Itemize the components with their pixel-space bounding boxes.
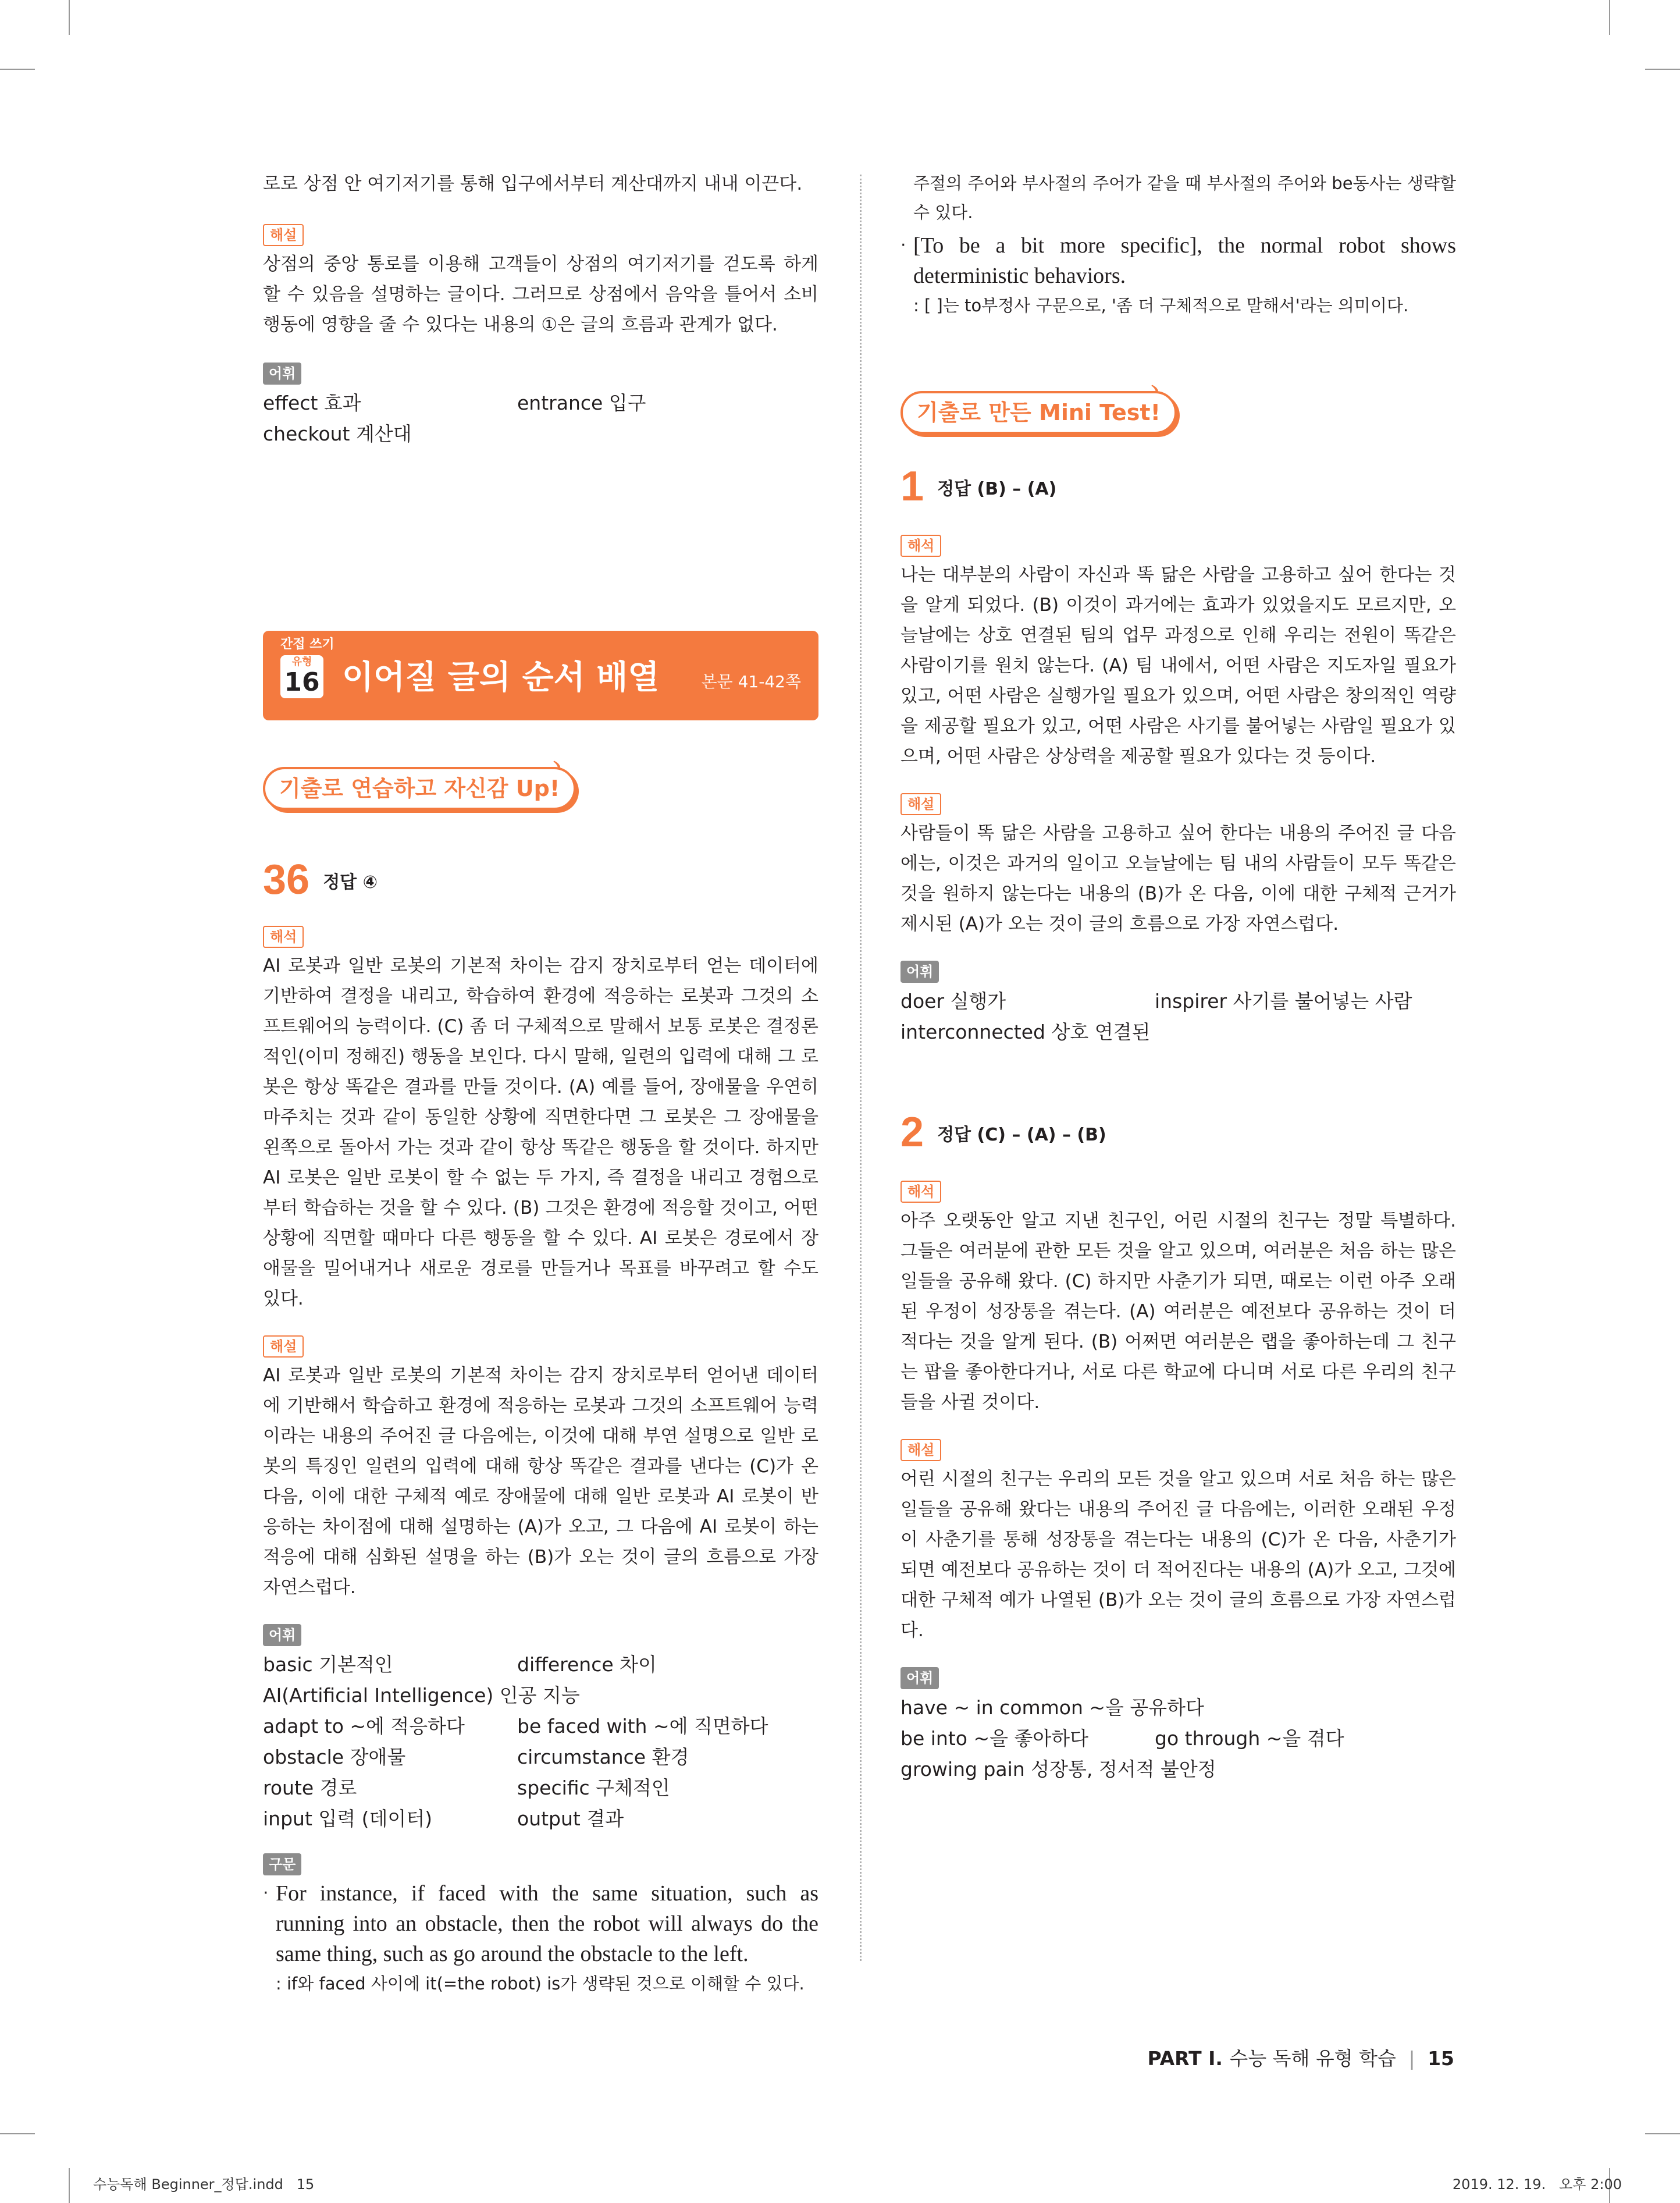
- vocab-badge: 어휘: [900, 961, 939, 983]
- type-number-box: 유형 16: [280, 655, 323, 698]
- right-column-q1: [900, 530, 1456, 1047]
- vocab-badge: 어휘: [263, 363, 301, 385]
- section-text: AI 로봇과 일반 로봇의 기본적 차이는 감지 장치로부터 얻는 데이터에 기반하여 결정을 내리고, 학습하여 환경에 적응하는 로봇과 그것의 소프트웨어의 능력이다. (C) 좀 더 구체적으로 말해서 보통 로봇은 결정론적인(이미 정해진) 행동을 보인다. 다시 말해, 일련의 입력에 대해 그 로봇은 항상 똑같은 결과를 만들 것이다. (A) 예를 들어, 장애물을 우연히 마주치는 것과 같이 동일한 상황에 직면한다면 그 로봇은 그 장애물을 왼쪽으로 돌아서 가는 것과 같이 항상 똑같은 행동을 할 것이다. 하지만 AI 로봇은 일반 로봇이 할 수 없는 두 가지, 즉 결정을 내리고 경험으로부터 학습하는 것을 할 수 있다. (B) 그것은 환경에 적응할 것이고, 어떤 상황에 직면할 때마다 다른 행동을 할 수 있다. AI 로봇은 경로에서 장애물을 밀어내거나 새로운 경로를 만들거나 목표를 바꾸려고 할 수도 있다.: [263, 955, 818, 1309]
- practice-pill: 기출로 연습하고 자신감 Up!: [263, 767, 576, 810]
- crop-mark: [1645, 2133, 1680, 2134]
- vocab-row: checkout 계산대: [263, 422, 412, 445]
- crop-mark: [69, 0, 70, 35]
- question-number: 1: [900, 463, 924, 510]
- type-banner: [263, 631, 818, 720]
- grammar-sentence: [To be a bit more specific], the normal robot shows deterministic behaviors.: [913, 233, 1456, 288]
- vocab-row: interconnected 상호 연결된: [900, 1021, 1151, 1043]
- section-badge: 해석: [263, 926, 304, 948]
- mini-test-pill: 기출로 만든 Mini Test!: [900, 391, 1177, 434]
- file-name: 수능독해 Beginner_정답.indd 15: [93, 2176, 315, 2193]
- section-text: AI 로봇과 일반 로봇의 기본적 차이는 감지 장치로부터 얻어낸 데이터에 기반해서 학습하고 환경에 적응하는 로봇과 그것의 소프트웨어 능력이라는 내용의 주어진 글 다음에는, 이것에 대해 부연 설명으로 일반 로봇의 특징인 일련의 입력에 대해 항상 똑같은 결과를 낸다는 (C)가 온 다음, 이에 대한 구체적 예로 장애물에 대해 일반 로봇과 AI 로봇이 반응하는 차이점에 대해 설명하는 (A)가 오고, 그 다음에 AI 로봇이 하는 적응에 대해 심화된 설명을 하는 (B)가 오는 것이 글의 흐름으로 가장 자연스럽다.: [263, 1365, 818, 1598]
- vocab-row: route 경로 specific 구체적인: [263, 1776, 670, 1799]
- grammar-sentence: For instance, if faced with the same situation, such as running into an obstacle, then the robot will always do the same thing, such as go around the obstacle to the left.: [276, 1881, 818, 1966]
- timestamp: 2019. 12. 19. 오후 2:00: [1452, 2176, 1622, 2193]
- answer-label: 정답 (C) – (A) – (B): [937, 1125, 1106, 1145]
- left-column-lower: [263, 921, 818, 1998]
- crop-mark: [69, 2168, 70, 2203]
- vocab-list: [900, 1692, 1456, 1785]
- right-column-q2: [900, 1175, 1456, 1785]
- question-header: [900, 463, 1057, 510]
- grammar-item: [263, 1878, 818, 1998]
- question-header: [900, 1109, 1106, 1156]
- vocab-row: have ~ in common ~을 공유하다: [900, 1696, 1204, 1719]
- left-column: [263, 169, 818, 449]
- question-number: 36: [263, 857, 310, 903]
- vocab-row: doer 실행가 inspirer 사기를 불어넣는 사람: [900, 990, 1412, 1012]
- vocab-row: obstacle 장애물 circumstance 환경: [263, 1746, 689, 1768]
- column-divider: [860, 175, 862, 1961]
- grammar-note: : [ ]는 to부정사 구문으로, '좀 더 구체적으로 말해서'라는 의미이다.: [913, 296, 1409, 315]
- part-label: PART I.: [1147, 2047, 1223, 2070]
- footer-separator: |: [1408, 2047, 1415, 2070]
- answer-label: 정답 ④: [323, 872, 378, 893]
- continued-note: 주절의 주어와 부사절의 주어가 같을 때 부사절의 주어와 be동사는 생략할 수 있다.: [913, 173, 1456, 222]
- crop-mark: [1645, 69, 1680, 70]
- grammar-item: [900, 230, 1456, 320]
- banner-small-label: 간접 쓰기: [280, 637, 334, 652]
- banner-pages: 본문 41-42쪽: [701, 672, 801, 691]
- section-badge: 해석: [900, 535, 941, 557]
- section-badge: 해설: [900, 1439, 941, 1461]
- question-number: 2: [900, 1109, 924, 1156]
- section-text: 어린 시절의 친구는 우리의 모든 것을 알고 있으며 서로 처음 하는 많은 일들을 공유해 왔다는 내용의 주어진 글 다음에는, 이러한 오래된 우정이 사춘기를 통해 성장통을 겪는다는 내용의 (C)가 온 다음, 사춘기가 되면 예전보다 공유하는 것이 더 적어진다는 내용의 (A)가 오고, 그것에 대한 구체적 예가 나열된 (B)가 오는 것이 글의 흐름으로 가장 자연스럽다.: [900, 1469, 1456, 1641]
- crop-mark: [0, 69, 35, 70]
- section-badge: 해설: [263, 1335, 304, 1358]
- grammar-note: : if와 faced 사이에 it(=the robot) is가 생략된 것으로 이해할 수 있다.: [276, 1974, 805, 1994]
- vocab-row: be into ~을 좋아하다 go through ~을 겪다: [900, 1727, 1344, 1750]
- part-title: 수능 독해 유형 학습: [1229, 2047, 1396, 2070]
- section-badge: 해설: [263, 224, 304, 246]
- vocab-list: [263, 1649, 818, 1834]
- vocab-badge: 어휘: [900, 1667, 939, 1689]
- section-text: 상점의 중앙 통로를 이용해 고객들이 상점의 여기저기를 걷도록 하게 할 수 있음을 설명하는 글이다. 그러므로 상점에서 음악을 틀어서 소비 행동에 영향을 줄 수 있다는 내용의 ①은 글의 흐름과 관계가 없다.: [263, 254, 818, 335]
- crop-mark: [0, 2133, 35, 2134]
- bullet-icon: ·: [900, 235, 906, 255]
- page-footer: [1147, 2044, 1454, 2071]
- spark-icon: ヽ: [1145, 378, 1165, 401]
- vocab-list: [900, 986, 1456, 1047]
- vocab-row: basic 기본적인 difference 차이: [263, 1653, 657, 1676]
- question-header: [263, 859, 378, 901]
- section-text: 나는 대부분의 사람이 자신과 똑 닮은 사람을 고용하고 싶어 한다는 것을 알게 되었다. (B) 이것이 과거에는 효과가 있었을지도 모르지만, 오늘날에는 상호 연결된 팀의 업무 과정으로 인해 우리는 전원이 똑같은 사람이기를 원치 않는다. (A) 팀 내에서, 어떤 사람은 지도자일 필요가 있고, 어떤 사람은 실행가일 필요가 있으며, 어떤 사람은 창의적인 역량을 제공할 필요가 있고, 어떤 사람은 사기를 불어넣는 사람일 필요가 있으며, 어떤 사람은 상상력을 제공할 필요가 있다는 것 등이다.: [900, 564, 1456, 767]
- vocab-row: input 입력 (데이터) output 결과: [263, 1807, 624, 1830]
- vocab-row: adapt to ~에 적응하다 be faced with ~에 직면하다: [263, 1715, 768, 1737]
- answer-label: 정답 (B) – (A): [937, 479, 1057, 499]
- crop-mark: [1609, 0, 1610, 35]
- vocab-list: [263, 388, 818, 449]
- page-number: 15: [1428, 2047, 1454, 2070]
- banner-title: 이어질 글의 순서 배열: [342, 659, 660, 697]
- section-badge: 해설: [900, 793, 941, 815]
- section-text: 아주 오랫동안 알고 지낸 친구인, 어린 시절의 친구는 정말 특별하다. 그들은 여러분에 관한 모든 것을 알고 있으며, 여러분은 처음 하는 많은 일들을 공유해 왔다. (C) 하지만 사춘기가 되면, 때로는 이런 아주 오래된 우정이 성장통을 겪는다. (A) 여러분은 예전보다 공유하는 것이 더 적다는 것을 알게 된다. (B) 어쩌면 여러분은 랩을 좋아하는데 그 친구는 팝을 좋아한다거나, 서로 다른 학교에 다니며 서로 다른 우리의 친구들을 사귈 것이다.: [900, 1210, 1456, 1413]
- vocab-row: growing pain 성장통, 정서적 불안정: [900, 1758, 1216, 1781]
- vocab-row: AI(Artificial Intelligence) 인공 지능: [263, 1684, 580, 1707]
- right-column: [900, 169, 1456, 320]
- vocab-row: effect 효과 entrance 입구: [263, 392, 646, 414]
- vocab-badge: 어휘: [263, 1624, 301, 1646]
- section-text: 사람들이 똑 닮은 사람을 고용하고 싶어 한다는 내용의 주어진 글 다음에는, 이것은 과거의 일이고 오늘날에는 팀 내의 사람들이 모두 똑같은 것을 원하지 않는다는 내용의 (B)가 온 다음, 이에 대한 구체적 근거가 제시된 (A)가 오는 것이 글의 흐름으로 가장 자연스럽다.: [900, 823, 1456, 935]
- intro-line: 로로 상점 안 여기저기를 통해 입구에서부터 계산대까지 내내 이끈다.: [263, 173, 803, 194]
- spark-icon: ヽ: [547, 754, 567, 777]
- section-badge: 해석: [900, 1181, 941, 1203]
- bullet-icon: ·: [263, 1883, 269, 1903]
- grammar-badge: 구문: [263, 1853, 301, 1875]
